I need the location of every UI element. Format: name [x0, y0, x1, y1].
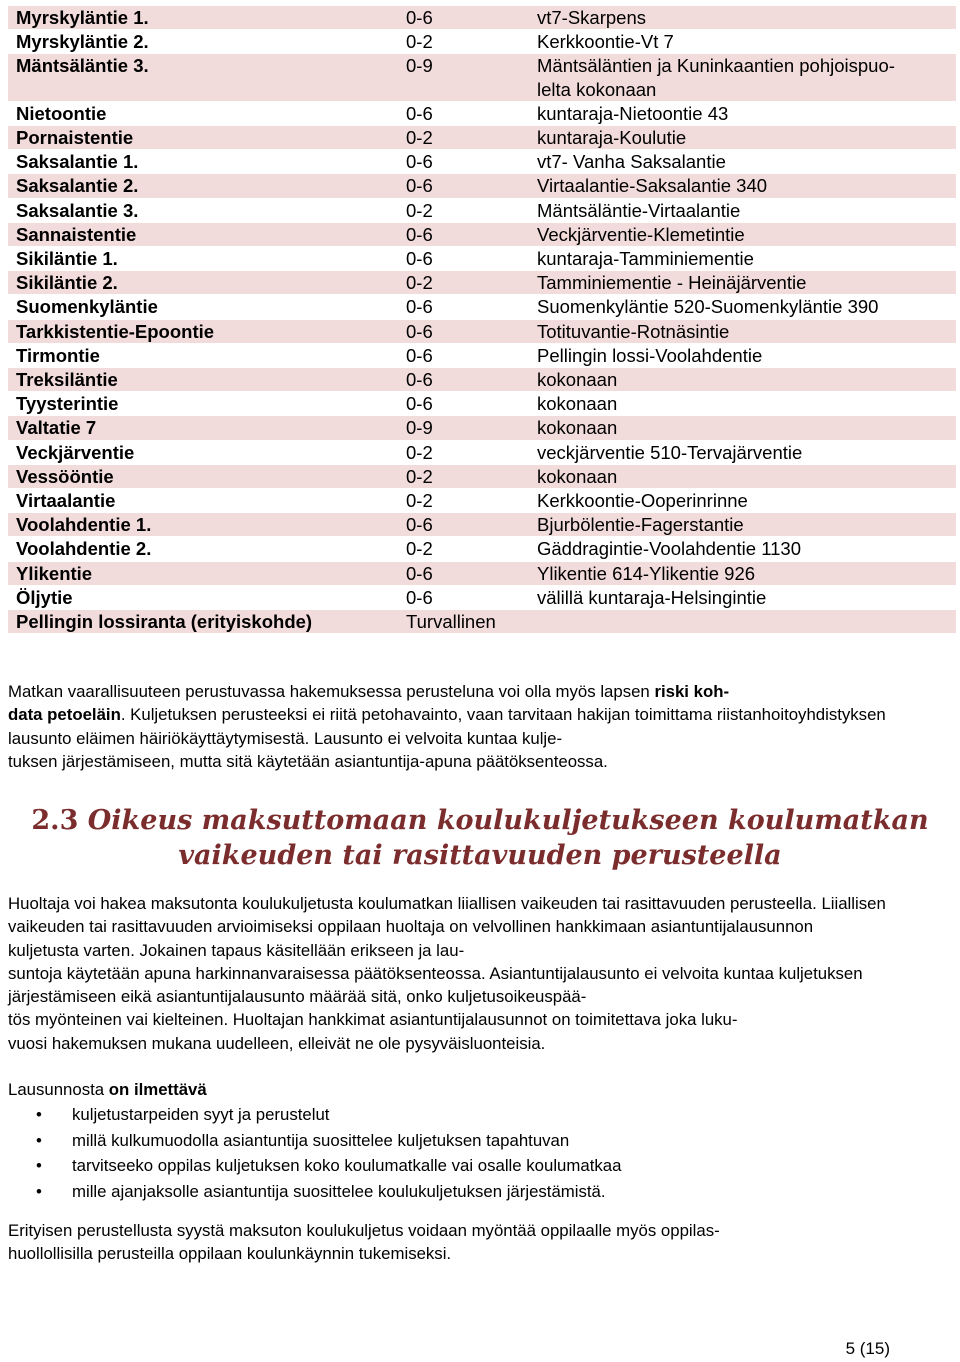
- road-name-cell: Myrskyläntie 2.: [8, 30, 398, 54]
- speed-class-cell: 0-6: [398, 585, 529, 609]
- section-cell: kokonaan: [529, 368, 956, 392]
- road-name-cell: Ylikentie: [8, 561, 398, 585]
- table-row: [8, 101, 956, 125]
- list-item: • tarvitseeko oppilas kuljetuksen koko koulumatkalle vai osalle koulumatkaa: [8, 1153, 888, 1179]
- table-row: [8, 489, 956, 513]
- table-row: [8, 271, 956, 295]
- section-cell: Bjurbölentie-Fagerstantie: [529, 513, 956, 537]
- table-row: [8, 6, 956, 30]
- speed-class-cell: 0-2: [398, 198, 529, 222]
- table-row: [8, 150, 956, 174]
- speed-class-cell: 0-6: [398, 6, 529, 30]
- section-cell: [529, 610, 956, 634]
- section-cell: Veckjärventie-Klemetintie: [529, 222, 956, 246]
- road-name-cell: Nietoontie: [8, 101, 398, 125]
- table-row: [8, 561, 956, 585]
- table-row: [8, 247, 956, 271]
- para1-bold: riski koh- data petoeläin: [8, 682, 730, 725]
- section-cell: kuntaraja-Tamminiementie: [529, 247, 956, 271]
- speed-class-cell: 0-6: [398, 174, 529, 198]
- road-name-cell: Valtatie 7: [8, 416, 398, 440]
- table-row: [8, 174, 956, 198]
- section-cell: Virtaalantie-Saksalantie 340: [529, 174, 956, 198]
- lausunnosta-bold: on ilmettävä: [108, 1080, 207, 1099]
- section-cell: Ylikentie 614-Ylikentie 926: [529, 561, 956, 585]
- section-cell: Tamminiementie - Heinäjärventie: [529, 271, 956, 295]
- speed-class-cell: 0-2: [398, 440, 529, 464]
- speed-class-cell: 0-2: [398, 489, 529, 513]
- road-name-cell: Voolahdentie 1.: [8, 513, 398, 537]
- road-name-cell: Pornaistentie: [8, 126, 398, 150]
- road-name-cell: Saksalantie 2.: [8, 174, 398, 198]
- section-cell: kuntaraja-Nietoontie 43: [529, 101, 956, 125]
- lausunnosta-line: [8, 1078, 888, 1101]
- table-row: [8, 585, 956, 609]
- speed-class-cell: 0-6: [398, 319, 529, 343]
- section-cell: kokonaan: [529, 416, 956, 440]
- speed-class-cell: 0-6: [398, 222, 529, 246]
- table-row: [8, 368, 956, 392]
- speed-class-cell: 0-6: [398, 101, 529, 125]
- section-cell: Mäntsäläntien ja Kuninkaantien pohjoispuo- lelta kokonaan: [529, 54, 956, 101]
- road-name-cell: Virtaalantie: [8, 489, 398, 513]
- section-heading: [0, 803, 960, 873]
- speed-class-cell: 0-6: [398, 343, 529, 367]
- paragraph-special-grounds: Erityisen perustellusta syystä maksuton koulukuljetus voidaan myöntää oppilaalle myös oppilas- huollollisilla perusteilla oppilaan koulunkäynnin tukemiseksi.: [8, 1221, 720, 1264]
- list-item: • mille ajanjaksolle asiantuntija suosittelee koulukuljetuksen järjestämistä.: [8, 1179, 888, 1205]
- bullet-icon: •: [36, 1156, 42, 1176]
- speed-class-cell: 0-2: [398, 537, 529, 561]
- section-number: 2.3: [31, 805, 79, 836]
- speed-class-cell: 0-9: [398, 416, 529, 440]
- paragraph-expert-statement: Huoltaja voi hakea maksutonta koulukuljetusta koulumatkan liiallisen vaikeuden tai rasittavuuden perusteella. Liiallisen vaikeuden tai rasittavuuden arvioimiseksi oppilaan huoltaja on velvollinen hankkimaan asiantuntijalausunnon kuljetusta varten. Jokainen tapaus käsitellään erikseen ja lau- suntoja käytetään apuna harkinnanvaraisessa päätöksenteossa. Asiantuntijalausunto ei velvoita kuntaa kuljetuksen järjestämiseen eikä asiantuntijalausunto määrää sitä, onko kuljetusoikeuspää- tös myönteinen vai kielteinen. Huoltajan hankkimat asiantuntijalausunnot on toimitettava joka luku- vuosi hakemuksen mukana uudelleen, elleivät ne ole pysyväisluonteisia.: [8, 894, 886, 1053]
- table-row: [8, 392, 956, 416]
- road-name-cell: Sikiläntie 2.: [8, 271, 398, 295]
- speed-class-cell: Turvallinen: [398, 610, 529, 634]
- road-name-cell: Tarkkistentie-Epoontie: [8, 319, 398, 343]
- table-row: [8, 513, 956, 537]
- section-cell: vt7-Skarpens: [529, 6, 956, 30]
- speed-class-cell: 0-6: [398, 247, 529, 271]
- speed-class-cell: 0-6: [398, 368, 529, 392]
- road-name-cell: Myrskyläntie 1.: [8, 6, 398, 30]
- speed-class-cell: 0-2: [398, 126, 529, 150]
- list-item: • kuljetustarpeiden syyt ja perustelut: [8, 1102, 888, 1128]
- table-row: [8, 440, 956, 464]
- road-name-cell: Treksiläntie: [8, 368, 398, 392]
- bullet-list: [8, 1102, 888, 1205]
- section-cell: välillä kuntaraja-Helsingintie: [529, 585, 956, 609]
- road-name-cell: Tyysterintie: [8, 392, 398, 416]
- heading-line-2: vaikeuden tai rasittavuuden perusteella: [178, 840, 782, 871]
- section-cell: Mäntsäläntie-Virtaalantie: [529, 198, 956, 222]
- section-cell: Kerkkoontie-Ooperinrinne: [529, 489, 956, 513]
- speed-class-cell: 0-2: [398, 30, 529, 54]
- speed-class-cell: 0-6: [398, 295, 529, 319]
- bullet-icon: •: [36, 1182, 42, 1202]
- road-name-cell: Mäntsäläntie 3.: [8, 54, 398, 101]
- speed-class-cell: 0-2: [398, 464, 529, 488]
- list-item: • millä kulkumuodolla asiantuntija suosittelee kuljetuksen tapahtuvan: [8, 1128, 888, 1154]
- road-name-cell: Saksalantie 3.: [8, 198, 398, 222]
- table-row: [8, 295, 956, 319]
- table-row: [8, 610, 956, 634]
- page-number: 5 (15): [845, 1339, 890, 1358]
- section-cell: kokonaan: [529, 392, 956, 416]
- section-cell: Suomenkyläntie 520-Suomenkyläntie 390: [529, 295, 956, 319]
- section-cell: Kerkkoontie-Vt 7: [529, 30, 956, 54]
- table-row: [8, 343, 956, 367]
- road-name-cell: Pellingin lossiranta (erityiskohde): [8, 610, 398, 634]
- table-row: [8, 537, 956, 561]
- section-cell: Gäddragintie-Voolahdentie 1130: [529, 537, 956, 561]
- table-row: [8, 126, 956, 150]
- road-name-cell: Suomenkyläntie: [8, 295, 398, 319]
- section-cell: kuntaraja-Koulutie: [529, 126, 956, 150]
- speed-class-cell: 0-9: [398, 54, 529, 101]
- section-cell: Pellingin lossi-Voolahdentie: [529, 343, 956, 367]
- road-name-cell: Voolahdentie 2.: [8, 537, 398, 561]
- bullet-icon: •: [36, 1105, 42, 1124]
- road-name-cell: Saksalantie 1.: [8, 150, 398, 174]
- road-name-cell: Tirmontie: [8, 343, 398, 367]
- speed-class-cell: 0-2: [398, 271, 529, 295]
- speed-class-cell: 0-6: [398, 392, 529, 416]
- road-name-cell: Sikiläntie 1.: [8, 247, 398, 271]
- speed-class-cell: 0-6: [398, 513, 529, 537]
- table-row: [8, 198, 956, 222]
- table-row: [8, 222, 956, 246]
- lausunnosta-lead: Lausunnosta: [8, 1080, 109, 1099]
- table-row: [8, 416, 956, 440]
- table-row: [8, 30, 956, 54]
- table-row: [8, 464, 956, 488]
- heading-line-1: Oikeus maksuttomaan koulukuljetukseen koulumatkan: [87, 805, 929, 836]
- para1-text-2: . Kuljetuksen perusteeksi ei riitä petohavainto, vaan tarvitaan hakijan toimittama riistanhoitoyhdistyksen lausunto eläimen häiriökäyttäytymisestä. Lausunto ei velvoita kuntaa kulje- tuksen järjestämiseen, mutta sitä käytetään asiantuntija-apuna päätöksenteossa.: [8, 705, 886, 771]
- road-name-cell: Öljytie: [8, 585, 398, 609]
- bullet-icon: •: [36, 1130, 42, 1150]
- paragraph-predator-risk: [8, 680, 888, 773]
- road-name-cell: Sannaistentie: [8, 222, 398, 246]
- speed-class-cell: 0-6: [398, 561, 529, 585]
- section-cell: veckjärventie 510-Tervajärventie: [529, 440, 956, 464]
- road-name-cell: Veckjärventie: [8, 440, 398, 464]
- para1-text: Matkan vaarallisuuteen perustuvassa hakemuksessa perusteluna voi olla myös lapsen: [8, 682, 655, 701]
- table-row: [8, 54, 956, 101]
- road-name-cell: Vessööntie: [8, 464, 398, 488]
- section-cell: Totituvantie-Rotnäsintie: [529, 319, 956, 343]
- road-safety-table: [8, 5, 956, 633]
- section-cell: kokonaan: [529, 464, 956, 488]
- table-row: [8, 319, 956, 343]
- speed-class-cell: 0-6: [398, 150, 529, 174]
- section-cell: vt7- Vanha Saksalantie: [529, 150, 956, 174]
